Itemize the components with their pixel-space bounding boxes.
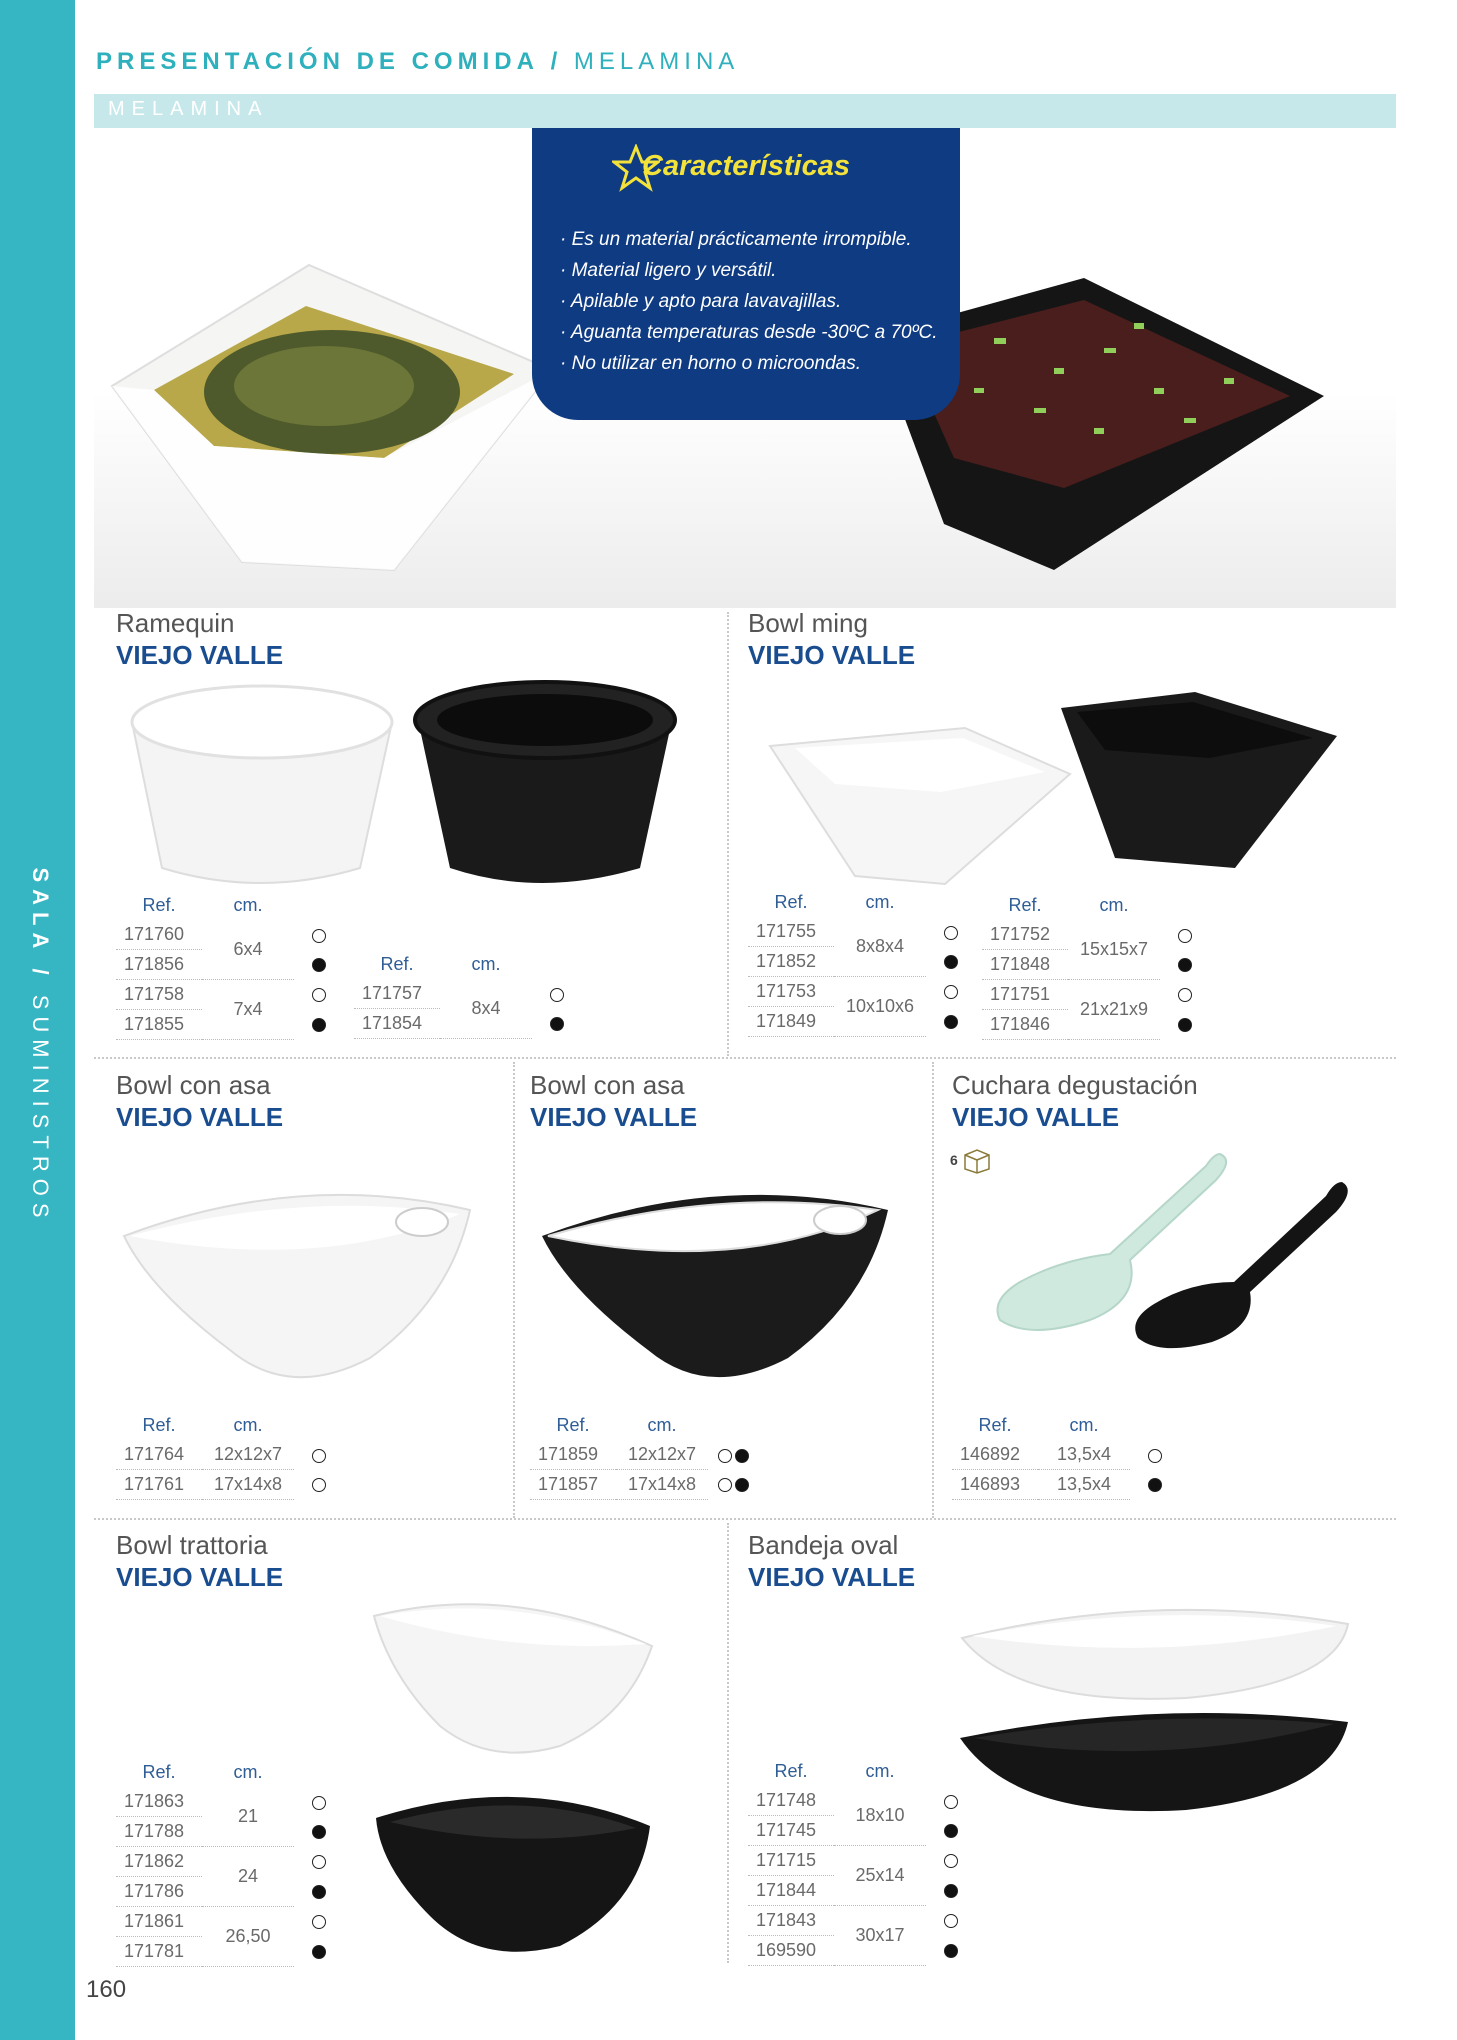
header-separator: / [550, 48, 563, 75]
feature-item: · Material ligero y versátil. [560, 260, 777, 281]
page-header [96, 48, 739, 76]
table-row: 171863 21 [116, 1787, 344, 1817]
divider [932, 1062, 934, 1518]
table-row: 171859 12x12x7 [530, 1440, 758, 1470]
feature-item: · Aguanta temperaturas desde -30ºC a 70ºC. [560, 322, 938, 343]
product-title: Bowl con asa [116, 1070, 271, 1100]
black-color-icon [944, 1884, 958, 1898]
black-color-icon [944, 1015, 958, 1029]
product-brand: VIEJO VALLE [530, 1102, 698, 1132]
white-color-icon [1148, 1449, 1162, 1463]
features-title: Características [642, 150, 850, 182]
table-row: 169590 [748, 1936, 976, 1966]
page-number: 160 [86, 1976, 127, 2003]
black-color-icon [312, 1885, 326, 1899]
table-row: 171843 30x17 [748, 1906, 976, 1936]
feature-item: · Apilable y apto para lavavajillas. [560, 291, 842, 312]
table-row: 171855 [116, 1010, 344, 1040]
header-section: PRESENTACIÓN DE COMIDA [96, 48, 539, 75]
white-color-icon [312, 1478, 326, 1492]
white-color-icon [312, 1855, 326, 1869]
black-color-icon [1178, 958, 1192, 972]
divider [513, 1062, 515, 1518]
product-title: Ramequin [116, 608, 235, 638]
black-color-icon [735, 1478, 749, 1492]
spec-table: Ref. cm. 171863 21 171788 171862 24 171786 171861 26,50 171781 [116, 1762, 344, 1967]
black-color-icon [550, 1017, 564, 1031]
table-row: 171857 17x14x8 [530, 1470, 758, 1500]
table-row: 171745 [748, 1816, 976, 1846]
divider [94, 1518, 1396, 1520]
white-color-icon [944, 1795, 958, 1809]
table-row: 171852 [748, 947, 976, 977]
white-color-icon [312, 929, 326, 943]
table-row: 171715 25x14 [748, 1846, 976, 1876]
product-title: Bowl ming [748, 608, 868, 638]
feature-item: · Es un material prácticamente irrompible. [560, 229, 912, 250]
product-brand: VIEJO VALLE [952, 1102, 1120, 1132]
black-color-icon [1148, 1478, 1162, 1492]
spec-table: Ref. cm. 171859 12x12x7 171857 17x14x8 [530, 1415, 758, 1500]
spec-table: Ref. cm. 171764 12x12x7 171761 17x14x8 [116, 1415, 344, 1500]
black-color-icon [312, 1825, 326, 1839]
table-row: 171757 8x4 [354, 979, 582, 1009]
white-bowl-pesto [112, 265, 552, 570]
table-row: 171862 24 [116, 1847, 344, 1877]
white-color-icon [1178, 929, 1192, 943]
divider [727, 1523, 729, 1963]
ramequin-illustration [120, 672, 680, 892]
white-color-icon [312, 1915, 326, 1929]
table-row: 171848 [982, 950, 1210, 980]
product-title: Bowl trattoria [116, 1530, 268, 1560]
product-brand: VIEJO VALLE [748, 1562, 916, 1592]
section-band [94, 94, 1396, 128]
table-row: 171854 [354, 1009, 582, 1039]
features-list [560, 224, 938, 379]
product-brand: VIEJO VALLE [116, 640, 284, 670]
white-color-icon [312, 1796, 326, 1810]
white-color-icon [718, 1478, 732, 1492]
spec-table: Ref. cm. 171748 18x10 171745 171715 25x14 171844 171843 30x17 169590 [748, 1761, 976, 1966]
black-color-icon [312, 1018, 326, 1032]
box-quantity: 6 [950, 1146, 992, 1174]
bowl-handle-white-illustration [120, 1180, 480, 1390]
table-row: 171849 [748, 1007, 976, 1037]
sidebar-section-label: SALA / SUMINISTROS [28, 867, 53, 1225]
bowl-handle-bicolor-illustration [538, 1180, 898, 1390]
features-panel [532, 128, 960, 420]
black-color-icon [312, 1945, 326, 1959]
black-color-icon [944, 1944, 958, 1958]
feature-item: · No utilizar en horno o microondas. [560, 353, 861, 374]
black-color-icon [312, 958, 326, 972]
black-color-icon [1178, 1018, 1192, 1032]
header-subsection: MELAMINA [573, 48, 740, 75]
table-row: 146892 13,5x4 [952, 1440, 1180, 1470]
black-color-icon [735, 1449, 749, 1463]
table-row: 171781 [116, 1937, 344, 1967]
white-color-icon [312, 988, 326, 1002]
table-row: 171844 [748, 1876, 976, 1906]
divider [727, 612, 729, 1056]
table-row: 171856 [116, 950, 344, 980]
table-row: 171748 18x10 [748, 1786, 976, 1816]
band-label: MELAMINA [108, 98, 269, 120]
table-row: 171758 7x4 [116, 980, 344, 1010]
table-row: 146893 13,5x4 [952, 1470, 1180, 1500]
black-color-icon [944, 1824, 958, 1838]
spec-table: Ref. cm. 171760 6x4 171856 171758 7x4 171855 [116, 895, 344, 1040]
table-row: 171786 [116, 1877, 344, 1907]
white-color-icon [718, 1449, 732, 1463]
spec-table: Ref. cm. 171752 15x15x7 171848 171751 21x21x9 171846 [982, 895, 1210, 1040]
spoons-illustration [990, 1150, 1370, 1390]
bowl-ming-illustration [765, 688, 1345, 888]
product-brand: VIEJO VALLE [116, 1102, 284, 1132]
white-color-icon [1178, 988, 1192, 1002]
table-row: 171751 21x21x9 [982, 980, 1210, 1010]
table-row: 171846 [982, 1010, 1210, 1040]
table-row: 171761 17x14x8 [116, 1470, 344, 1500]
table-row: 171753 10x10x6 [748, 977, 976, 1007]
spec-table: Ref. cm. 171757 8x4 171854 [354, 954, 582, 1039]
white-color-icon [944, 926, 958, 940]
product-brand: VIEJO VALLE [116, 1562, 284, 1592]
oval-tray-illustration [956, 1594, 1356, 1834]
divider [94, 1057, 1396, 1059]
product-title: Cuchara degustación [952, 1070, 1198, 1100]
white-color-icon [944, 1854, 958, 1868]
table-row: 171861 26,50 [116, 1907, 344, 1937]
product-brand: VIEJO VALLE [748, 640, 916, 670]
table-row: 171788 [116, 1817, 344, 1847]
black-color-icon [944, 955, 958, 969]
spec-table: Ref. cm. 146892 13,5x4 146893 13,5x4 [952, 1415, 1180, 1500]
white-color-icon [944, 985, 958, 999]
table-row: 171760 6x4 [116, 920, 344, 950]
table-row: 171764 12x12x7 [116, 1440, 344, 1470]
table-row: 171752 15x15x7 [982, 920, 1210, 950]
spec-table: Ref. cm. 171755 8x8x4 171852 171753 10x10x6 171849 [748, 892, 976, 1037]
product-title: Bowl con asa [530, 1070, 685, 1100]
white-color-icon [944, 1914, 958, 1928]
product-title: Bandeja oval [748, 1530, 899, 1560]
white-color-icon [550, 988, 564, 1002]
box-icon [962, 1146, 992, 1174]
bowl-trattoria-illustration [370, 1586, 670, 1976]
table-row: 171755 8x8x4 [748, 917, 976, 947]
white-color-icon [312, 1449, 326, 1463]
